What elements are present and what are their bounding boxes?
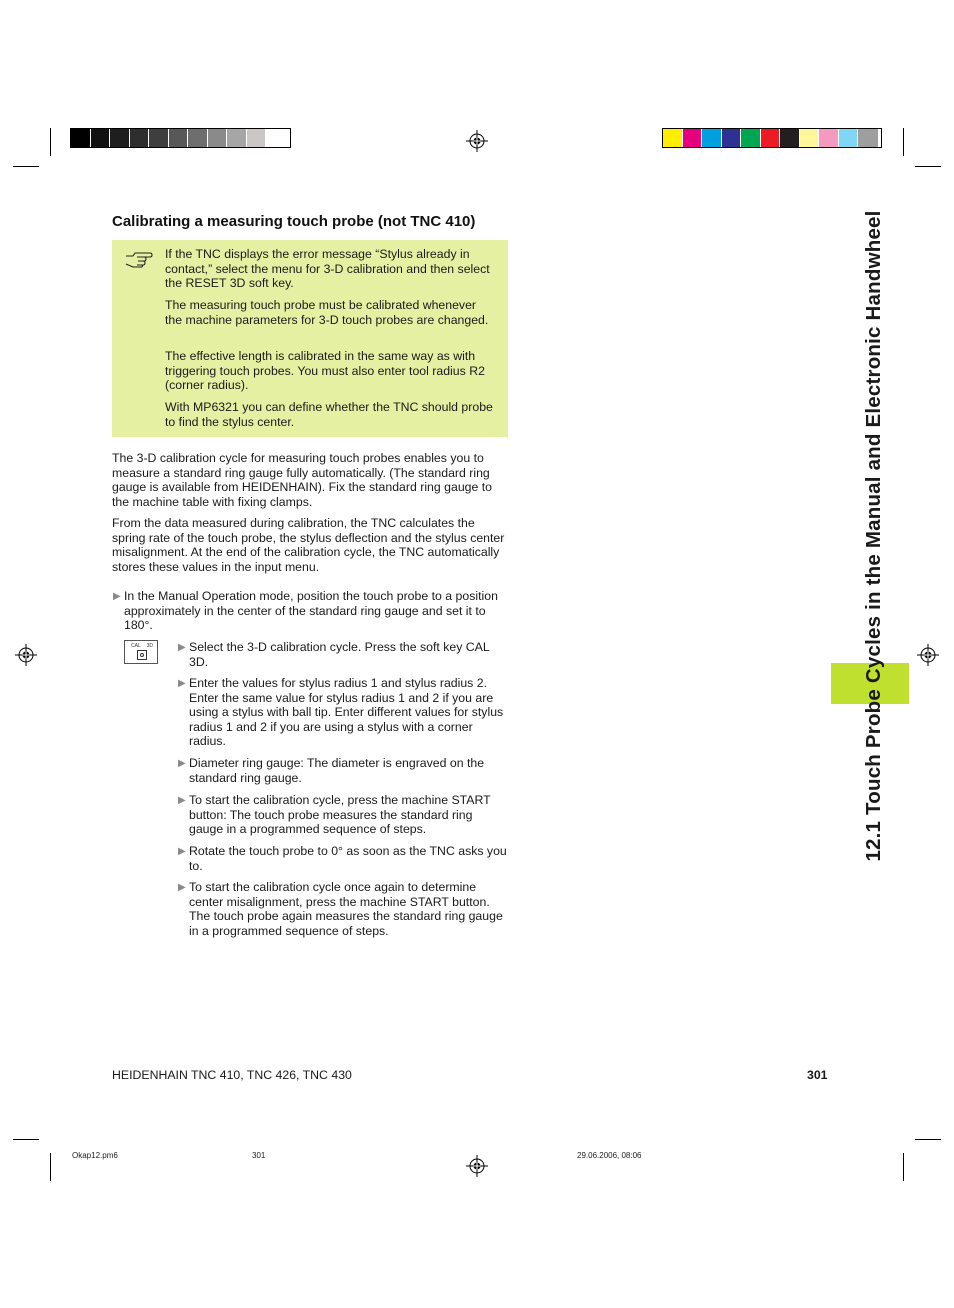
body-paragraph: The 3-D calibration cycle for measuring touch probes enables you to measure a standard ring gauge fully automatically. (The standard ring gauge is available from HEIDENHAIN). Fix the standard ring gauge to the machine table with fixing clamps. xyxy=(112,451,493,509)
color-swatch xyxy=(800,129,820,147)
step-text: In the Manual Operation mode, position the touch probe to a position approximately in the center of the standard ring gauge and set it to 180°. xyxy=(124,589,498,632)
color-swatch xyxy=(169,129,189,147)
crop-mark xyxy=(915,1139,941,1140)
slug-date: 29.06.2006, 08:06 xyxy=(577,1151,642,1160)
step-main xyxy=(113,589,500,633)
side-chapter-title xyxy=(854,210,894,862)
cal-3d-softkey[interactable] xyxy=(124,640,158,664)
color-swatch xyxy=(663,129,683,147)
note-paragraph: The measuring touch probe must be calibrated whenever the machine parameters for 3-D touch probes are changed. xyxy=(165,298,489,327)
crop-mark xyxy=(903,128,904,156)
color-swatch xyxy=(71,129,91,147)
step-text: To start the calibration cycle once again to determine center misalignment, press the machine START button. The touch probe again measures the standard ring gauge in a programmed sequence of steps. xyxy=(189,880,503,938)
step-text: Rotate the touch probe to 0° as soon as the TNC asks you to. xyxy=(189,844,507,873)
color-swatch xyxy=(702,129,722,147)
step-text: Select the 3-D calibration cycle. Press the soft key CAL 3D. xyxy=(189,640,490,669)
register-mark-icon xyxy=(466,130,488,152)
color-swatch xyxy=(208,129,228,147)
bullet-arrow-icon: ▶ xyxy=(178,795,186,806)
note-paragraph: The effective length is calibrated in the same way as with triggering touch probes. You must also enter tool radius R2 (corner radius). xyxy=(165,349,485,392)
color-swatch xyxy=(761,129,781,147)
color-swatch xyxy=(247,129,267,147)
register-mark-icon xyxy=(917,644,939,666)
slug-page: 301 xyxy=(252,1151,266,1160)
crop-mark xyxy=(50,128,51,156)
bullet-arrow-icon: ▶ xyxy=(178,642,186,653)
color-swatch xyxy=(858,129,878,147)
step-text: To start the calibration cycle, press the machine START button: The touch probe measures the standard ring gauge in a programmed sequence of steps. xyxy=(189,793,491,836)
softkey-label-right: 3D xyxy=(146,643,153,649)
crop-mark xyxy=(915,166,941,167)
color-swatch xyxy=(149,129,169,147)
step-item xyxy=(178,844,509,873)
step-item xyxy=(178,640,509,669)
color-swatch xyxy=(188,129,208,147)
side-chapter-title-text: 12.1 Touch Probe Cycles in the Manual and Electronic Handwheel xyxy=(862,210,885,862)
color-swatch xyxy=(819,129,839,147)
crop-mark xyxy=(13,1139,39,1140)
color-swatch xyxy=(110,129,130,147)
bullet-arrow-icon: ▶ xyxy=(113,591,121,602)
softkey-label-left: CAL xyxy=(131,643,141,649)
calibration-softkey-icon xyxy=(137,650,147,660)
bullet-arrow-icon: ▶ xyxy=(178,678,186,689)
pointing-hand-icon xyxy=(125,250,153,268)
step-item xyxy=(178,756,509,785)
color-swatch xyxy=(130,129,150,147)
note-paragraph: If the TNC displays the error message “Stylus already in contact,” select the menu for 3-D calibration and then select the RESET 3D soft key. xyxy=(165,247,490,290)
step-item xyxy=(178,676,509,749)
step-text: Diameter ring gauge: The diameter is engraved on the standard ring gauge. xyxy=(189,756,485,785)
bullet-arrow-icon: ▶ xyxy=(178,758,186,769)
color-swatch xyxy=(741,129,761,147)
color-swatch xyxy=(683,129,703,147)
crop-mark xyxy=(903,1153,904,1181)
color-bar xyxy=(662,128,882,148)
note-box xyxy=(112,240,508,437)
register-mark-icon xyxy=(466,1155,488,1177)
grayscale-bar xyxy=(70,128,291,148)
color-swatch xyxy=(91,129,111,147)
body-paragraph: From the data measured during calibration, the TNC calculates the spring rate of the touch probe, the stylus deflection and the stylus center misalignment. At the end of the calibration cycle, the TNC automatically stores these values in the input menu. xyxy=(112,516,505,574)
crop-mark xyxy=(50,1153,51,1181)
slug-file: Okap12.pm6 xyxy=(72,1151,118,1160)
footer-product: HEIDENHAIN TNC 410, TNC 426, TNC 430 xyxy=(112,1068,352,1082)
step-text: Enter the values for stylus radius 1 and stylus radius 2. Enter the same value for stylus radius 1 and 2 if you are using a stylus with ball tip. Enter different values for stylus radius 1 and 2 if you are using a stylus with a corner radius. xyxy=(189,676,504,748)
step-item xyxy=(178,793,509,837)
note-paragraph: With MP6321 you can define whether the TNC should probe to find the stylus center. xyxy=(165,400,493,429)
page-number: 301 xyxy=(807,1068,828,1082)
section-heading: Calibrating a measuring touch probe (not TNC 410) xyxy=(112,213,476,230)
color-swatch xyxy=(780,129,800,147)
bullet-arrow-icon: ▶ xyxy=(178,882,186,893)
color-swatch xyxy=(839,129,859,147)
bullet-arrow-icon: ▶ xyxy=(178,846,186,857)
step-item xyxy=(178,880,509,938)
color-swatch xyxy=(266,129,286,147)
color-swatch xyxy=(722,129,742,147)
color-swatch xyxy=(227,129,247,147)
crop-mark xyxy=(13,166,39,167)
register-mark-icon xyxy=(15,644,37,666)
